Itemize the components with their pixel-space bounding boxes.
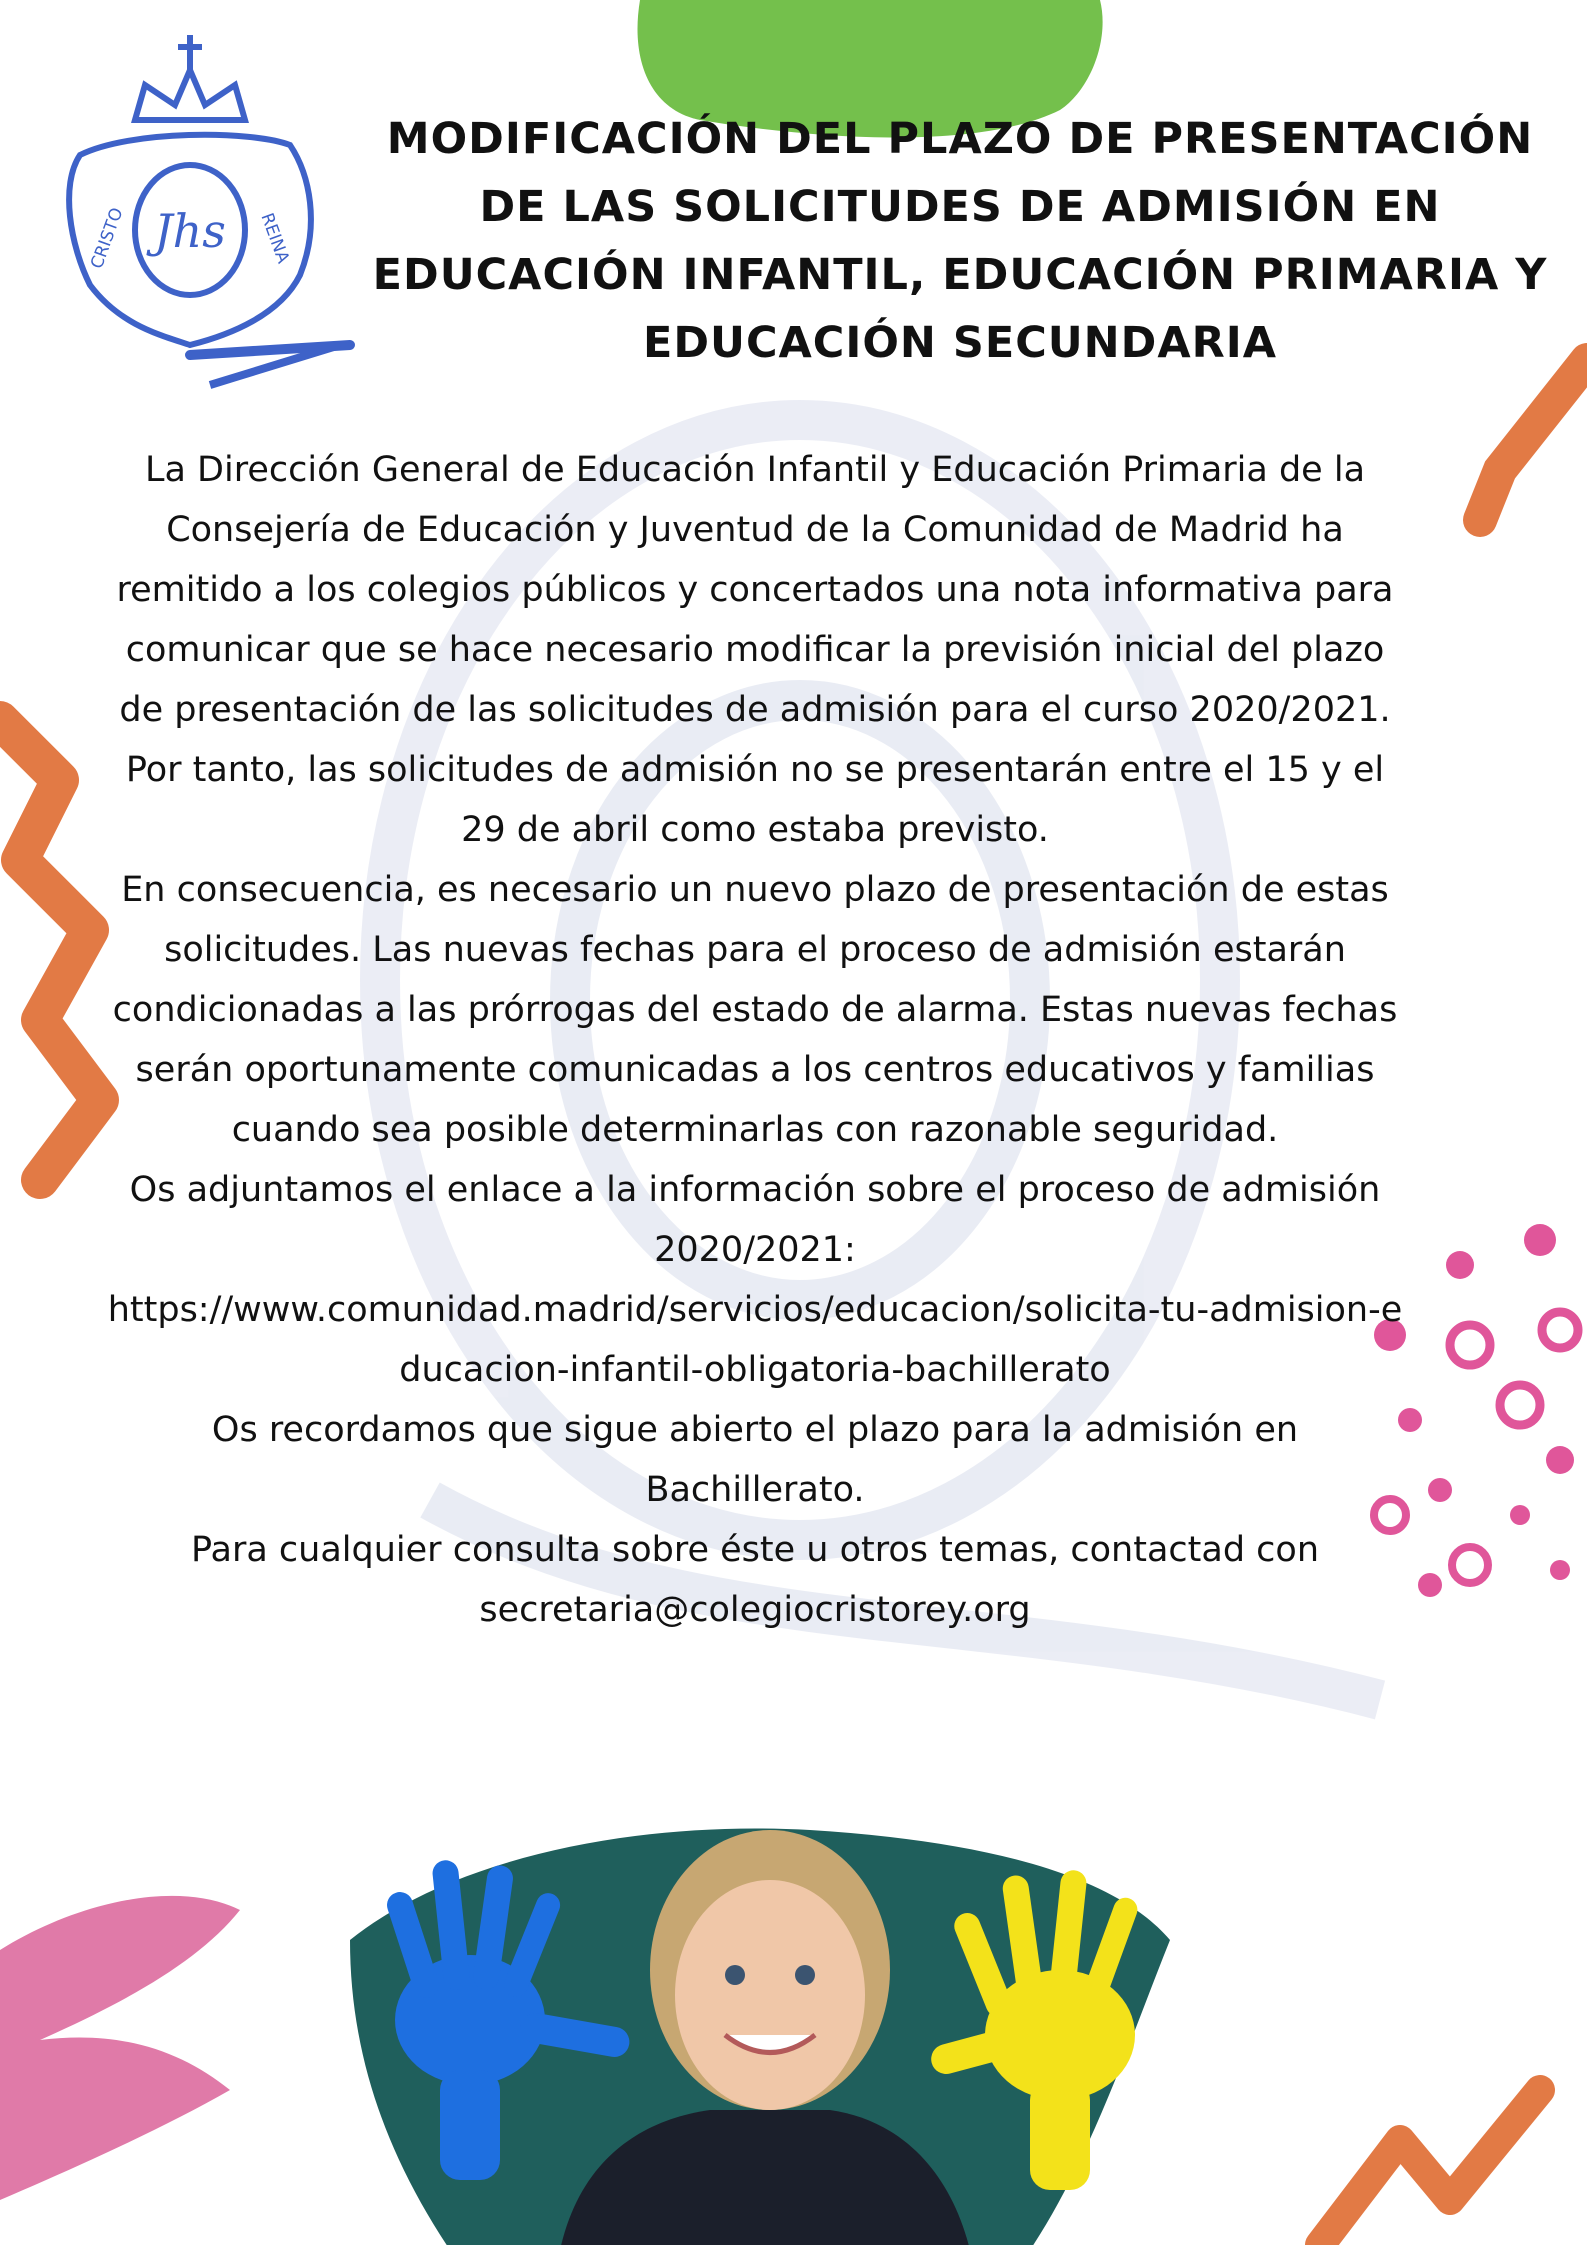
- pink-brush-stroke: [0, 1896, 240, 2200]
- crown-icon: [135, 70, 245, 120]
- contact-email-link[interactable]: secretaria@colegiocristorey.org: [479, 1590, 1031, 1630]
- school-crest-logo: [40, 25, 370, 425]
- title-line-3: EDUCACIÓN INFANTIL, EDUCACIÓN PRIMARIA Y: [372, 250, 1548, 300]
- logo-motto-right: REINA: [256, 210, 293, 267]
- orange-stroke-bottom-right: [1320, 2090, 1540, 2245]
- logo-monogram: Jhs: [154, 204, 226, 258]
- paragraph-3: En consecuencia, es necesario un nuevo plazo de presentación de estas solicitudes. Las nuevas fechas para el proceso de admisión estarán condicionadas a las prórrogas del estado de alarma. Estas nuevas fechas serán oportunamente comunicadas a los centros educativos y familias cuando sea posible determinarlas con razonable seguridad.: [112, 870, 1398, 1150]
- title-line-1: MODIFICACIÓN DEL PLAZO DE PRESENTACIÓN: [386, 114, 1534, 164]
- admission-info-link[interactable]: https://www.comunidad.madrid/servicios/educacion/solicita-tu-admision-educacion-infantil-obligatoria-bachillerato: [107, 1290, 1403, 1390]
- paragraph-6: Para cualquier consulta sobre éste u otros temas, contactad con: [190, 1530, 1319, 1570]
- title-line-2: DE LAS SOLICITUDES DE ADMISIÓN EN: [479, 182, 1441, 232]
- title-line-4: EDUCACIÓN SECUNDARIA: [642, 318, 1278, 368]
- paragraph-5: Os recordamos que sigue abierto el plazo para la admisión en Bachillerato.: [211, 1410, 1299, 1510]
- paragraph-1: La Dirección General de Educación Infantil y Educación Primaria de la Consejería de Educación y Juventud de la Comunidad de Madrid ha remitido a los colegios públicos y concertados una nota informativa para comunicar que se hace necesario modificar la previsión inicial del plazo de presentación de las solicitudes de admisión para el curso 2020/2021.: [116, 450, 1394, 730]
- announcement-body: [100, 440, 1410, 1640]
- child-painted-hands-photo: [330, 1780, 1190, 2245]
- logo-motto-left: CRISTO: [87, 205, 128, 272]
- paragraph-4: Os adjuntamos el enlace a la información sobre el proceso de admisión 2020/2021:: [129, 1170, 1381, 1270]
- paragraph-2: Por tanto, las solicitudes de admisión no se presentarán entre el 15 y el 29 de abril como estaba previsto.: [125, 750, 1385, 850]
- orange-zigzag-left: [0, 720, 100, 1180]
- orange-stroke-right: [1480, 360, 1587, 520]
- page-title: [370, 105, 1550, 377]
